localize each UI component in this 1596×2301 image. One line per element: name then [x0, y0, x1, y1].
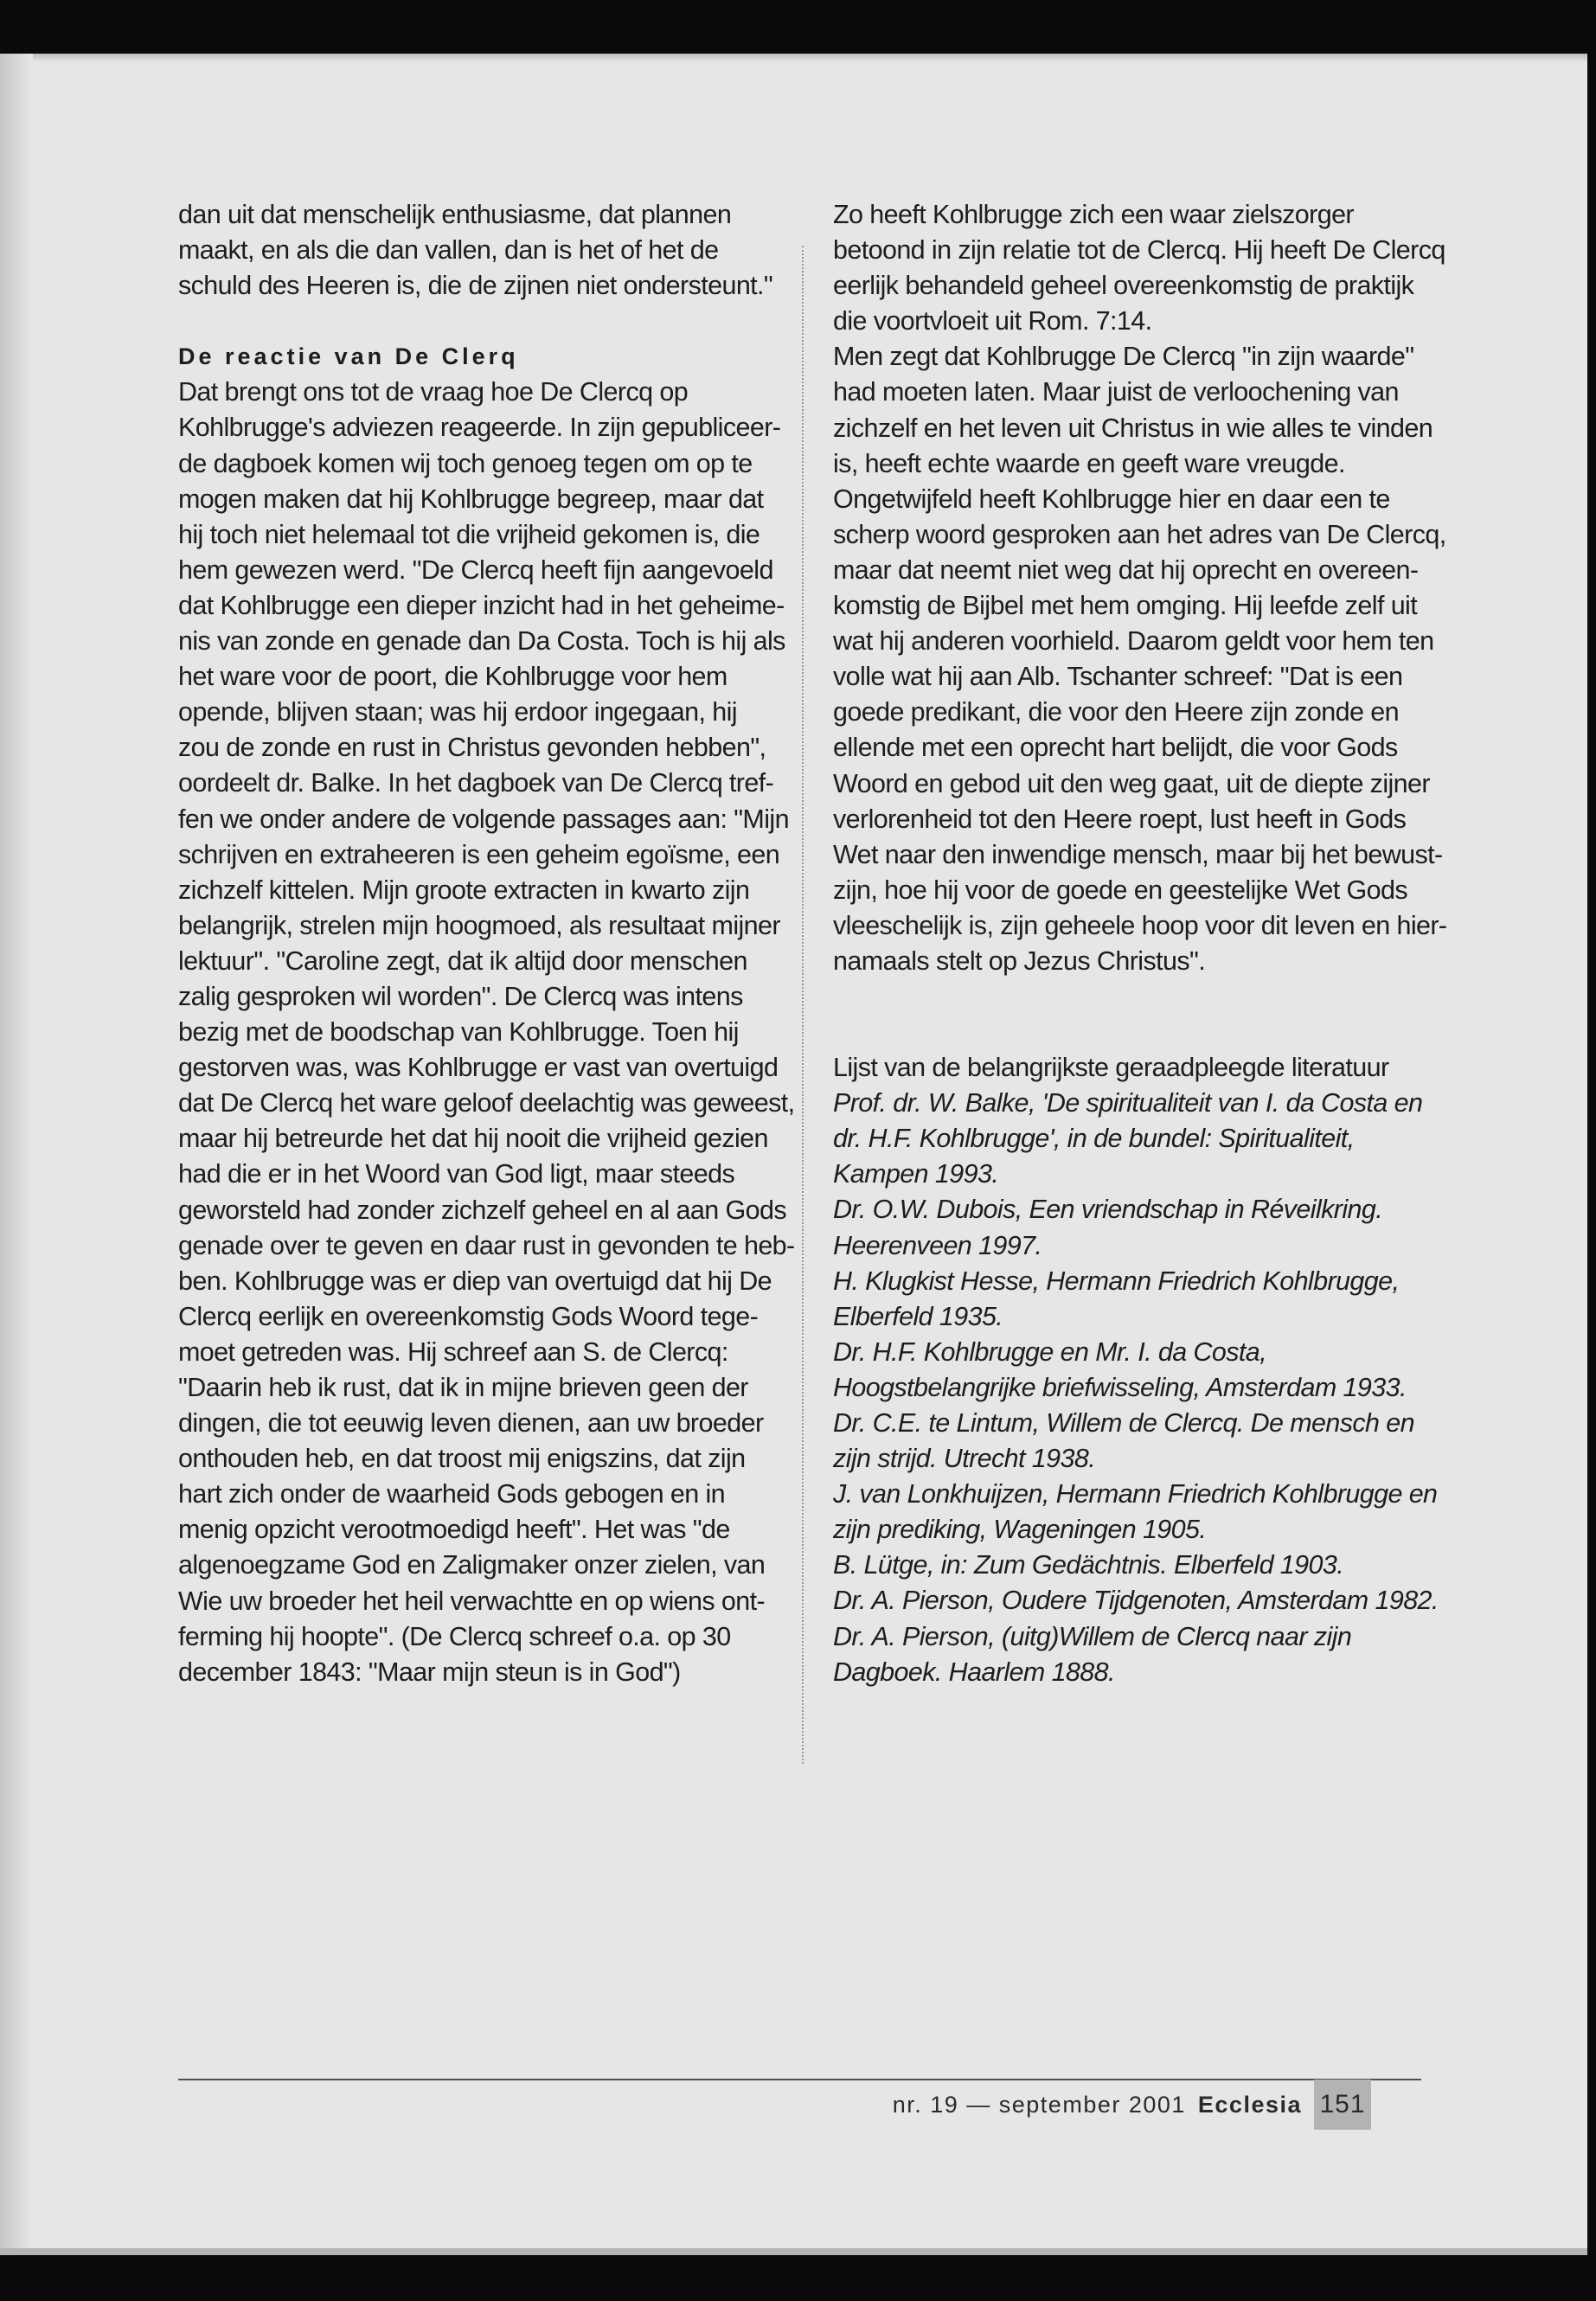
closing-paragraph	[833, 197, 1447, 979]
magazine-page	[0, 54, 1587, 2255]
text-line: Clercq eerlijk en overeenkomstig Gods Woord tege-	[178, 1301, 759, 1331]
text-line: onthouden heb, en dat troost mij enigszins, dat zijn	[178, 1444, 746, 1474]
text-line: scherp woord gesproken aan het adres van De Clercq,	[833, 519, 1446, 549]
text-line: de dagboek komen wij toch genoeg tegen om op te	[178, 448, 753, 478]
text-line: lektuur". "Caroline zegt, dat ik altijd door menschen	[178, 945, 747, 976]
source-line: Dagboek. Haarlem 1888.	[833, 1657, 1115, 1687]
text-line: vleeschelijk is, zijn geheele hoop voor dit leven en hier-	[833, 910, 1447, 940]
text-line: maar hij betreurde het dat hij nooit die vrijheid gezien	[178, 1124, 768, 1154]
text-line: had die er in het Woord van God ligt, maar steeds	[178, 1159, 735, 1189]
text-line: belangrijk, strelen mijn hoogmoed, als resultaat mijner	[178, 910, 780, 940]
text-line: ellende met een oprecht hart belijdt, die voor Gods	[833, 733, 1398, 763]
text-line: ben. Kohlbrugge was er diep van overtuigd dat hij De	[178, 1266, 772, 1296]
text-line: zichzelf en het leven uit Christus in wie alles te vinden	[833, 413, 1433, 443]
source-line: B. Lütge, in: Zum Gedächtnis. Elberfeld 1903.	[833, 1550, 1344, 1580]
source-line: Prof. dr. W. Balke, 'De spiritualiteit van I. da Costa en	[833, 1088, 1423, 1118]
text-line: Wie uw broeder het heil verwachtte en op wiens ont-	[178, 1586, 766, 1616]
text-line: bezig met de boodschap van Kohlbrugge. Toen hij	[178, 1017, 739, 1048]
source-line: Hoogstbelangrijke briefwisseling, Amsterdam 1933.	[833, 1372, 1407, 1402]
column-divider	[802, 246, 804, 1764]
page-number: 151	[1314, 2080, 1371, 2130]
text-line: dingen, die tot eeuwig leven dienen, aan uw broeder	[178, 1408, 764, 1439]
text-line: goede predikant, die voor den Heere zijn zonde en	[833, 697, 1399, 727]
source-line: J. van Lonkhuijzen, Hermann Friedrich Kohlbrugge en	[833, 1479, 1438, 1509]
text-line: dat De Clercq het ware geloof deelachtig was geweest,	[178, 1088, 795, 1118]
text-line: is, heeft echte waarde en geeft ware vreugde.	[833, 448, 1345, 478]
text-line: dat Kohlbrugge een dieper inzicht had in het geheime-	[178, 590, 785, 620]
text-line: genade over te geven en daar rust in gevonden te heb-	[178, 1230, 795, 1260]
sources-list	[833, 1086, 1439, 1690]
text-line: Ongetwijfeld heeft Kohlbrugge hier en daar een te	[833, 484, 1390, 514]
left-column	[178, 197, 795, 1690]
source-line: Kampen 1993.	[833, 1159, 999, 1189]
text-line: eerlijk behandeld geheel overeenkomstig de praktijk	[833, 271, 1414, 301]
page-bottom-band	[0, 2248, 1587, 2255]
source-line: Dr. H.F. Kohlbrugge en Mr. I. da Costa,	[833, 1336, 1266, 1367]
page-binding-shadow	[0, 54, 33, 2255]
text-line: fen we onder andere de volgende passages aan: "Mijn	[178, 804, 789, 834]
section-body	[178, 375, 795, 1689]
text-line: zichzelf kittelen. Mijn groote extracten in kwarto zijn	[178, 875, 750, 905]
text-line: december 1843: "Maar mijn steun is in God")	[178, 1657, 681, 1687]
page-footer	[0, 2080, 1371, 2130]
text-line: Wet naar den inwendige mensch, maar bij het bewust-	[833, 839, 1443, 869]
text-line: namaals stelt op Jezus Christus".	[833, 945, 1206, 976]
text-line: had moeten laten. Maar juist de verloochening van	[833, 377, 1399, 407]
text-line: ferming hij hoopte". (De Clercq schreef o.a. op 30	[178, 1621, 731, 1651]
text-line: opende, blijven staan; was hij erdoor ingegaan, hij	[178, 697, 737, 727]
text-line: zalig gesproken wil worden". De Clercq was intens	[178, 981, 743, 1011]
text-line: Kohlbrugge's adviezen reageerde. In zijn gepubliceer-	[178, 413, 781, 443]
text-line: algenoegzame God en Zaligmaker onzer zielen, van	[178, 1550, 766, 1580]
sources-title: Lijst van de belangrijkste geraadpleegde literatuur	[833, 1053, 1389, 1083]
text-line: het ware voor de poort, die Kohlbrugge voor hem	[178, 662, 727, 692]
text-line: Zo heeft Kohlbrugge zich een waar zielszorger	[833, 200, 1354, 229]
right-column	[833, 197, 1447, 1690]
text-line: komstig de Bijbel met hem omging. Hij leefde zelf uit	[833, 591, 1418, 621]
text-line: Dat brengt ons tot de vraag hoe De Clercq op	[178, 377, 689, 407]
magazine-title: Ecclesia	[1197, 2091, 1302, 2118]
source-line: H. Klugkist Hesse, Hermann Friedrich Kohlbrugge,	[833, 1266, 1400, 1296]
text-line: maakt, en als die dan vallen, dan is het of het de	[178, 235, 719, 266]
text-line: menig opzicht verootmoedigd heeft". Het was "de	[178, 1515, 730, 1545]
text-line: geworsteld had zonder zichzelf geheel en al aan Gods	[178, 1195, 786, 1225]
source-line: Dr. C.E. te Lintum, Willem de Clercq. De mensch en	[833, 1408, 1415, 1438]
page-top-shadow	[0, 54, 1587, 62]
text-line: die voortvloeit uit Rom. 7:14.	[833, 306, 1152, 336]
text-line: hij toch niet helemaal tot die vrijheid gekomen is, die	[178, 519, 760, 549]
source-line: Dr. A. Pierson, Oudere Tijdgenoten, Amsterdam 1982.	[833, 1586, 1439, 1616]
text-line: "Daarin heb ik rust, dat ik in mijne brieven geen der	[178, 1373, 748, 1402]
text-line: betoond in zijn relatie tot de Clercq. Hij heeft De Clercq	[833, 235, 1445, 266]
text-line: Woord en gebod uit den weg gaat, uit de diepte zijner	[833, 768, 1430, 798]
text-line: maar dat neemt niet weg dat hij oprecht en overeen-	[833, 554, 1419, 585]
source-line: zijn prediking, Wageningen 1905.	[833, 1515, 1207, 1545]
source-line: Dr. O.W. Dubois, Een vriendschap in Réveilkring.	[833, 1195, 1383, 1225]
text-line: hem gewezen werd. "De Clercq heeft fijn aangevoeld	[178, 554, 773, 585]
source-line: Heerenveen 1997.	[833, 1230, 1042, 1260]
issue-label: nr. 19 — september 2001	[892, 2091, 1186, 2118]
text-line: Men zegt dat Kohlbrugge De Clercq "in zijn waarde"	[833, 342, 1414, 372]
text-line: dan uit dat menschelijk enthusiasme, dat plannen	[178, 200, 732, 229]
text-line: volle wat hij aan Alb. Tschanter schreef: "Dat is een	[833, 662, 1403, 692]
text-line: mogen maken dat hij Kohlbrugge begreep, maar dat	[178, 484, 764, 514]
source-line: zijn strijd. Utrecht 1938.	[833, 1444, 1096, 1474]
source-line: dr. H.F. Kohlbrugge', in de bundel: Spiritualiteit,	[833, 1124, 1355, 1154]
text-line: schrijven en extraheeren is een geheim egoïsme, een	[178, 839, 780, 869]
text-line: oordeelt dr. Balke. In het dagboek van De Clercq tref-	[178, 768, 774, 798]
text-line: hart zich onder de waarheid Gods gebogen en in	[178, 1479, 725, 1509]
text-line: schuld des Heeren is, die de zijnen niet ondersteunt."	[178, 271, 773, 301]
section-heading: De reactie van De Clerq	[178, 343, 519, 370]
text-line: zijn, hoe hij voor de goede en geestelijke Wet Gods	[833, 875, 1407, 905]
source-line: Dr. A. Pierson, (uitg)Willem de Clercq naar zijn	[833, 1621, 1352, 1651]
text-line: gestorven was, was Kohlbrugge er vast van overtuigd	[178, 1053, 779, 1083]
text-line: moet getreden was. Hij schreef aan S. de Clercq:	[178, 1336, 728, 1367]
text-line: verlorenheid tot den Heere roept, lust heeft in Gods	[833, 804, 1407, 834]
text-line: wat hij anderen voorhield. Daarom geldt voor hem ten	[833, 626, 1434, 657]
intro-paragraph	[178, 197, 775, 304]
text-line: nis van zonde en genade dan Da Costa. Toch is hij als	[178, 626, 785, 657]
source-line: Elberfeld 1935.	[833, 1301, 1003, 1331]
text-line: zou de zonde en rust in Christus gevonden hebben",	[178, 733, 766, 763]
